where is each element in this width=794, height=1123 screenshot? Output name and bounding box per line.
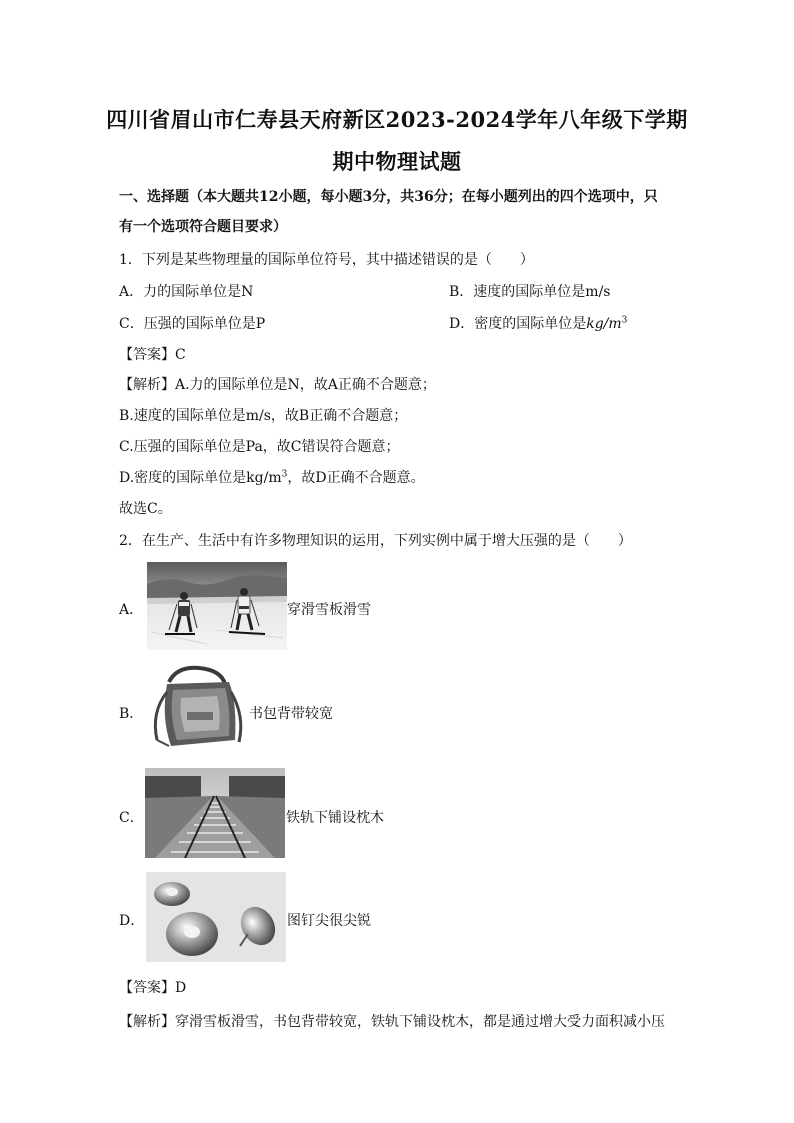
question-1-analysis-line-4 xyxy=(119,467,425,487)
thumbtack-photo xyxy=(146,872,286,962)
question-2-stem: 2．在生产、生活中有许多物理知识的运用，下列实例中属于增大压强的是（ ） xyxy=(119,533,632,549)
question-1-stem: 1．下列是某些物理量的国际单位符号，其中描述错误的是（ ） xyxy=(119,252,534,268)
question-1-analysis-line-5: 故选C。 xyxy=(119,501,172,517)
question-2-option-a-caption: 穿滑雪板滑雪 xyxy=(287,602,371,618)
question-1-option-d xyxy=(449,313,627,333)
document-title-line-2: 期中物理试题 xyxy=(332,149,462,174)
question-1-option-c: C．压强的国际单位是P xyxy=(119,316,266,332)
analysis-line-4-exponent: 3 xyxy=(281,469,288,480)
question-1-option-b: B．速度的国际单位是m/s xyxy=(449,284,611,300)
density-unit-exponent: 3 xyxy=(621,315,628,326)
question-2-option-d-label: D． xyxy=(119,913,145,929)
question-2-option-b-caption: 书包背带较宽 xyxy=(249,706,333,722)
question-1-analysis-line-1: 【解析】A.力的国际单位是N，故A正确不合题意； xyxy=(119,377,436,393)
question-2-option-d-caption: 图钉尖很尖锐 xyxy=(287,913,371,929)
question-2-option-b-label: B． xyxy=(119,706,144,722)
question-1-analysis-line-2: B.速度的国际单位是m/s，故B正确不合题意； xyxy=(119,408,408,424)
question-1-answer: 【答案】C xyxy=(119,347,186,363)
document-title-line-1: 四川省眉山市仁寿县天府新区2023-2024学年八年级下学期 xyxy=(106,107,688,132)
question-2-option-c-caption: 铁轨下铺设枕木 xyxy=(286,810,384,826)
question-2-analysis-line-1: 【解析】穿滑雪板滑雪，书包背带较宽，铁轨下铺设枕木，都是通过增大受力面积减小压 xyxy=(119,1014,665,1030)
section-heading-line-1: 一、选择题（本大题共12小题，每小题3分，共36分；在每小题列出的四个选项中，只 xyxy=(119,189,658,205)
density-unit: kg/m xyxy=(586,316,622,332)
question-1-analysis-line-3: C.压强的国际单位是Pa，故C错误符合题意； xyxy=(119,439,400,455)
question-1-option-a: A．力的国际单位是N xyxy=(119,284,254,300)
question-1-option-d-text: D．密度的国际单位是 xyxy=(449,316,587,332)
skiing-photo xyxy=(147,562,287,650)
analysis-line-4-text: D.密度的国际单位是kg/m xyxy=(119,470,282,486)
question-2-option-c-label: C． xyxy=(119,810,144,826)
backpack-photo xyxy=(147,662,249,760)
question-2-answer: 【答案】D xyxy=(119,980,187,996)
railway-photo xyxy=(145,768,285,858)
analysis-line-4-suffix: ，故D正确不合题意。 xyxy=(287,470,425,486)
question-2-option-a-label: A． xyxy=(119,602,144,618)
section-heading-line-2: 有一个选项符合题目要求） xyxy=(119,219,287,235)
